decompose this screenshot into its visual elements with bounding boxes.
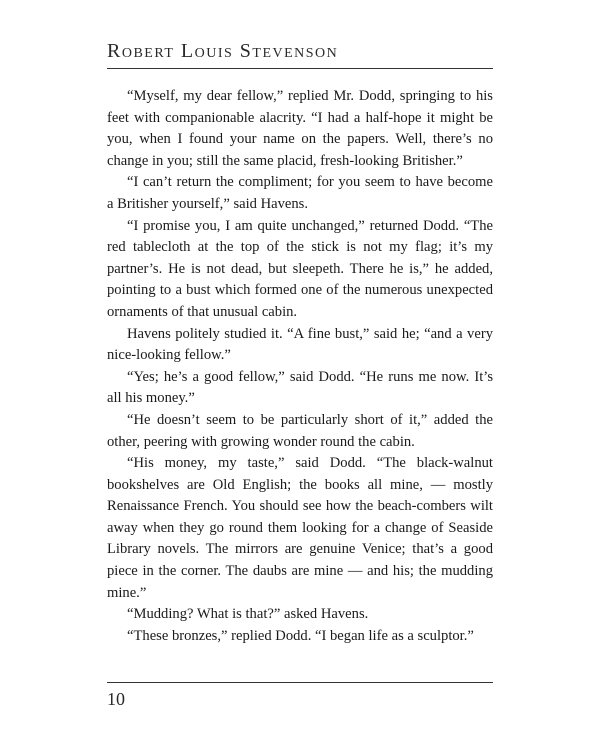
page-number: 10: [107, 689, 125, 709]
paragraph: “I promise you, I am quite unchanged,” returned Dodd. “The red tablecloth at the top of the stick is not my flag; it’s my partner’s. He is not dead, but sleepeth. There he is,” he added, pointing to a bust which formed one of the numerous unexpected ornaments of that unusual cabin.: [107, 217, 493, 320]
body-text: [107, 86, 493, 647]
paragraph: Havens politely studied it. “A fine bust,” said he; “and a very nice-looking fellow.”: [107, 325, 493, 364]
paragraph: “His money, my taste,” said Dodd. “The black-walnut bookshelves are Old English; the books all mine, — mostly Renaissance French. You should see how the beach-combers wilt away when they go round them looking for a change of Seaside Library novels. The mirrors are genuine Venice; that’s a good piece in the corner. The daubs are mine — and his; the mudding mine.”: [107, 455, 493, 601]
paragraph: “Yes; he’s a good fellow,” said Dodd. “He runs me now. It’s all his money.”: [107, 368, 493, 407]
footer-rule: [107, 682, 493, 683]
paragraph: “Mudding? What is that?” asked Havens.: [127, 606, 369, 623]
paragraph: “He doesn’t seem to be particularly short of it,” added the other, peering with growing wonder round the cabin.: [107, 411, 493, 450]
running-head: Robert Louis Stevenson: [107, 40, 339, 62]
paragraph: “These bronzes,” replied Dodd. “I began life as a sculptor.”: [127, 627, 474, 644]
header-rule: [107, 68, 493, 69]
paragraph: “Myself, my dear fellow,” replied Mr. Dodd, springing to his feet with companionable alacrity. “I had a half-hope it might be you, when I found your name on the papers. Well, there’s no change in you; still the same placid, fresh-looking Britisher.”: [107, 88, 493, 169]
paragraph: “I can’t return the compliment; for you seem to have become a Britisher yourself,” said Havens.: [107, 174, 493, 212]
